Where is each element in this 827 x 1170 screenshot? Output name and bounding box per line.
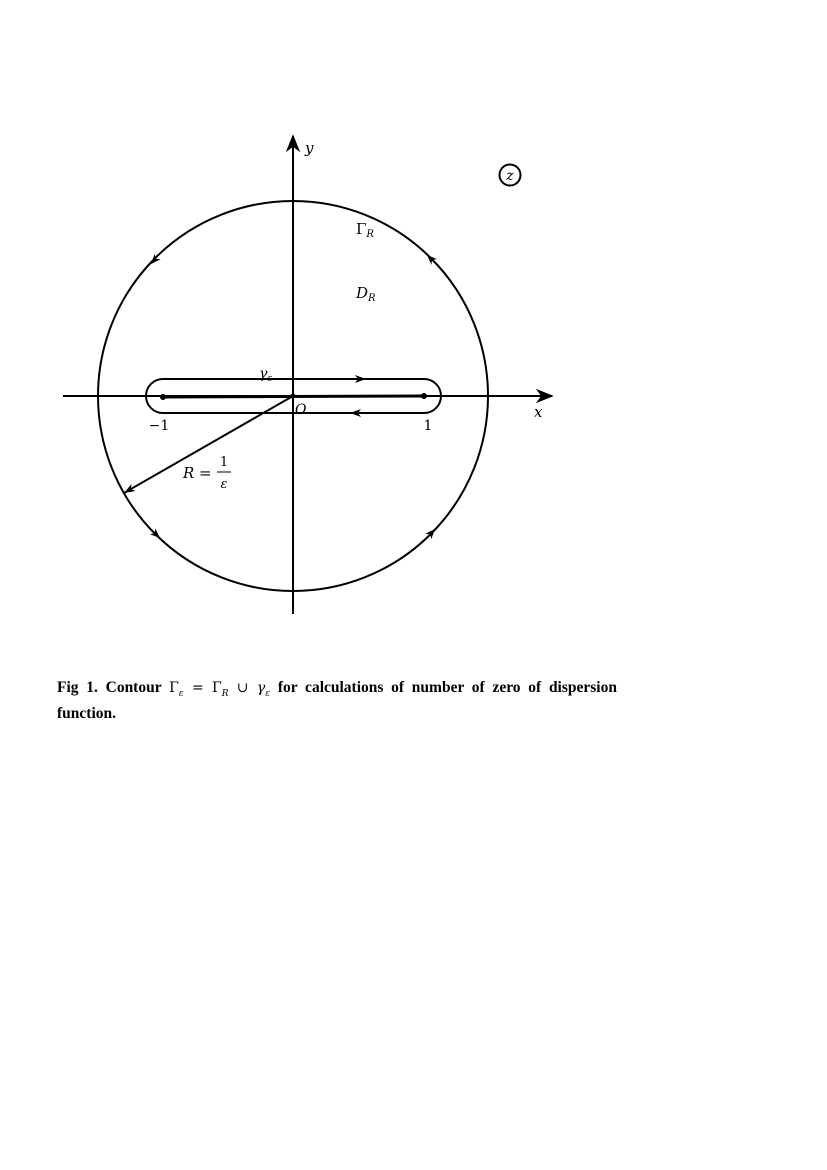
point-minus-one — [160, 394, 166, 400]
left-point-label: −1 — [148, 418, 170, 434]
right-point-label: 1 — [423, 418, 433, 434]
caption-suffix: for calculations of number of zero of dispersion function. — [57, 679, 617, 722]
origin-label: O — [295, 402, 307, 418]
radius-label-lhs: R = — [183, 464, 212, 482]
radius-label-denominator: ε — [220, 477, 228, 492]
radius-label-numerator: 1 — [219, 455, 229, 470]
outer-contour-label: $\Gamma_R$ — [356, 220, 374, 240]
caption-formula: $\Gamma_\varepsilon = \Gamma_R$ ∪ $\gamma_\varepsilon$ — [169, 680, 271, 699]
x-axis-label: x — [534, 403, 543, 421]
point-plus-one — [421, 393, 427, 399]
figure-caption — [57, 678, 617, 724]
caption-prefix: Fig 1. Contour — [57, 679, 162, 696]
region-label: $D_R$ — [356, 284, 376, 304]
inner-contour-label: $\gamma_\varepsilon$ — [259, 366, 273, 384]
y-axis-label: y — [305, 139, 314, 157]
plane-label: z — [506, 168, 514, 184]
